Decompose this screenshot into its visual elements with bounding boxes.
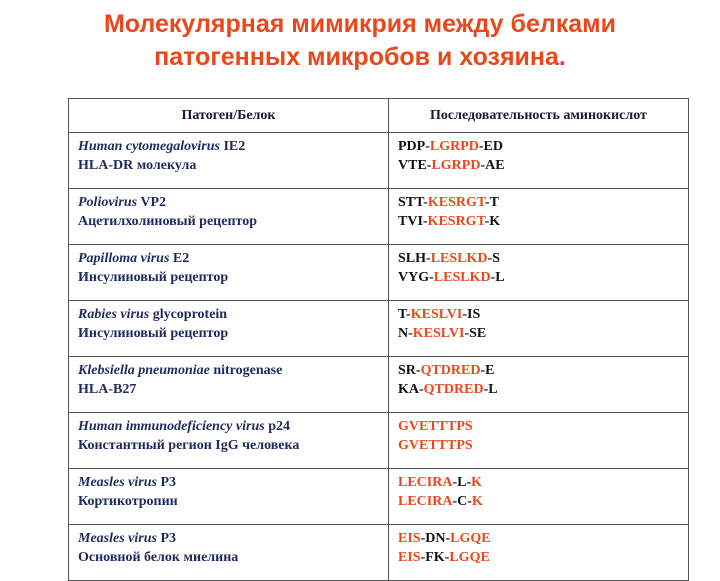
- host-molecule: Инсулиновый рецептор: [78, 326, 229, 341]
- shared-motif: LGRPD: [429, 139, 479, 154]
- header-pathogen-protein: Патоген/Белок: [69, 99, 389, 133]
- mimicry-table: [68, 98, 689, 581]
- flanking-residues: -FK-: [420, 550, 450, 565]
- flanking-residues: -C-: [452, 494, 472, 509]
- host-sequence: [398, 436, 680, 455]
- pathogen-line: [78, 193, 380, 212]
- table-row: [69, 133, 689, 189]
- organism-name: Papilloma virus: [78, 251, 170, 266]
- flanking-residues: VTE-: [398, 158, 432, 173]
- host-molecule: Основной белок миелина: [78, 550, 239, 565]
- organism-name: Rabies virus: [78, 307, 150, 322]
- shared-motif: LESLKD: [433, 270, 491, 285]
- flanking-residues: VYG-: [398, 270, 434, 285]
- flanking-residues: STT-: [398, 195, 428, 210]
- shared-motif: LGQE: [450, 531, 491, 546]
- shared-motif: QTDRED: [423, 382, 484, 397]
- flanking-residues: -K: [484, 214, 501, 229]
- pathogen-protein-cell: [69, 301, 389, 357]
- protein-name: nitrogenase: [213, 363, 283, 378]
- shared-motif: LESLKD: [430, 251, 488, 266]
- shared-motif: QTDRED: [420, 363, 481, 378]
- pathogen-sequence: [398, 249, 680, 268]
- table-header-row: [69, 99, 689, 133]
- pathogen-sequence: [398, 305, 680, 324]
- organism-name: Human cytomegalovirus: [78, 139, 220, 154]
- table-row: [69, 301, 689, 357]
- pathogen-sequence: [398, 361, 680, 380]
- host-molecule: Кортикотропин: [78, 494, 178, 509]
- flanking-residues: -AE: [480, 158, 505, 173]
- pathogen-protein-cell: [69, 357, 389, 413]
- host-molecule: HLA-B27: [78, 382, 137, 397]
- pathogen-line: [78, 249, 380, 268]
- flanking-residues: KA-: [398, 382, 424, 397]
- pathogen-line: [78, 529, 380, 548]
- pathogen-protein-cell: [69, 189, 389, 245]
- host-sequence: [398, 548, 680, 567]
- organism-name: Measles virus: [78, 531, 157, 546]
- host-molecule: HLA-DR молекула: [78, 158, 197, 173]
- host-sequence: [398, 324, 680, 343]
- pathogen-line: [78, 417, 380, 436]
- table-row: [69, 189, 689, 245]
- protein-name: VP2: [140, 195, 167, 210]
- pathogen-sequence: [398, 529, 680, 548]
- organism-name: Human immunodeficiency virus: [78, 419, 265, 434]
- flanking-residues: -L: [483, 382, 498, 397]
- host-molecule: Константный регион IgG человека: [78, 438, 300, 453]
- host-sequence: [398, 212, 680, 231]
- flanking-residues: -DN-: [420, 531, 451, 546]
- flanking-residues: -L: [490, 270, 505, 285]
- pathogen-protein-cell: [69, 469, 389, 525]
- host-sequence: [398, 492, 680, 511]
- flanking-residues: -IS: [462, 307, 481, 322]
- pathogen-sequence: [398, 137, 680, 156]
- sequence-cell: [389, 357, 689, 413]
- pathogen-protein-cell: [69, 245, 389, 301]
- flanking-residues: SLH-: [398, 251, 431, 266]
- flanking-residues: -SE: [464, 326, 487, 341]
- protein-name: glycoprotein: [152, 307, 228, 322]
- flanking-residues: -L-: [452, 475, 472, 490]
- host-sequence: [398, 156, 680, 175]
- shared-motif: KESLVI: [412, 326, 465, 341]
- flanking-residues: TVI-: [398, 214, 428, 229]
- protein-name: P3: [160, 475, 177, 490]
- pathogen-sequence: [398, 193, 680, 212]
- sequence-cell: [389, 301, 689, 357]
- pathogen-line: [78, 361, 380, 380]
- page-title: [0, 8, 720, 74]
- shared-motif: GVETTTPS: [398, 419, 473, 434]
- shared-motif: K: [471, 475, 483, 490]
- shared-motif: LGRPD: [431, 158, 481, 173]
- table-row: [69, 245, 689, 301]
- flanking-residues: PDP-: [398, 139, 430, 154]
- flanking-residues: -T: [484, 195, 499, 210]
- flanking-residues: -E: [480, 363, 495, 378]
- pathogen-protein-cell: [69, 133, 389, 189]
- host-molecule: Ацетилхолиновый рецептор: [78, 214, 257, 229]
- table-row: [69, 413, 689, 469]
- shared-motif: K: [471, 494, 483, 509]
- sequence-cell: [389, 133, 689, 189]
- shared-motif: LECIRA: [398, 494, 453, 509]
- shared-motif: GVETTTPS: [398, 438, 473, 453]
- title-line-2: патогенных микробов и хозяина.: [154, 43, 566, 71]
- pathogen-line: [78, 473, 380, 492]
- protein-name: E2: [172, 251, 190, 266]
- header-amino-acid-sequence: Последовательность аминокислот: [389, 99, 689, 133]
- organism-name: Measles virus: [78, 475, 157, 490]
- host-sequence: [398, 380, 680, 399]
- table-row: [69, 525, 689, 581]
- sequence-cell: [389, 469, 689, 525]
- table-row: [69, 469, 689, 525]
- pathogen-sequence: [398, 473, 680, 492]
- pathogen-sequence: [398, 417, 680, 436]
- organism-name: Poliovirus: [78, 195, 138, 210]
- title-line-1: Молекулярная мимикрия между белками: [103, 10, 617, 38]
- flanking-residues: N-: [398, 326, 413, 341]
- flanking-residues: SR-: [398, 363, 421, 378]
- host-sequence: [398, 268, 680, 287]
- sequence-cell: [389, 189, 689, 245]
- host-molecule: Инсулиновый рецептор: [78, 270, 229, 285]
- shared-motif: KESLVI: [410, 307, 463, 322]
- sequence-cell: [389, 525, 689, 581]
- shared-motif: LGQE: [449, 550, 490, 565]
- sequence-cell: [389, 413, 689, 469]
- protein-name: P3: [160, 531, 177, 546]
- shared-motif: KESRGT: [427, 214, 485, 229]
- sequence-cell: [389, 245, 689, 301]
- shared-motif: EIS: [398, 531, 421, 546]
- pathogen-line: [78, 305, 380, 324]
- protein-name: IE2: [223, 139, 246, 154]
- flanking-residues: -S: [487, 251, 500, 266]
- pathogen-protein-cell: [69, 413, 389, 469]
- shared-motif: LECIRA: [398, 475, 453, 490]
- table-row: [69, 357, 689, 413]
- pathogen-line: [78, 137, 380, 156]
- flanking-residues: T-: [398, 307, 411, 322]
- flanking-residues: -ED: [478, 139, 504, 154]
- shared-motif: KESRGT: [427, 195, 485, 210]
- shared-motif: EIS: [398, 550, 421, 565]
- protein-name: p24: [268, 419, 290, 434]
- organism-name: Klebsiella pneumoniae: [78, 363, 210, 378]
- pathogen-protein-cell: [69, 525, 389, 581]
